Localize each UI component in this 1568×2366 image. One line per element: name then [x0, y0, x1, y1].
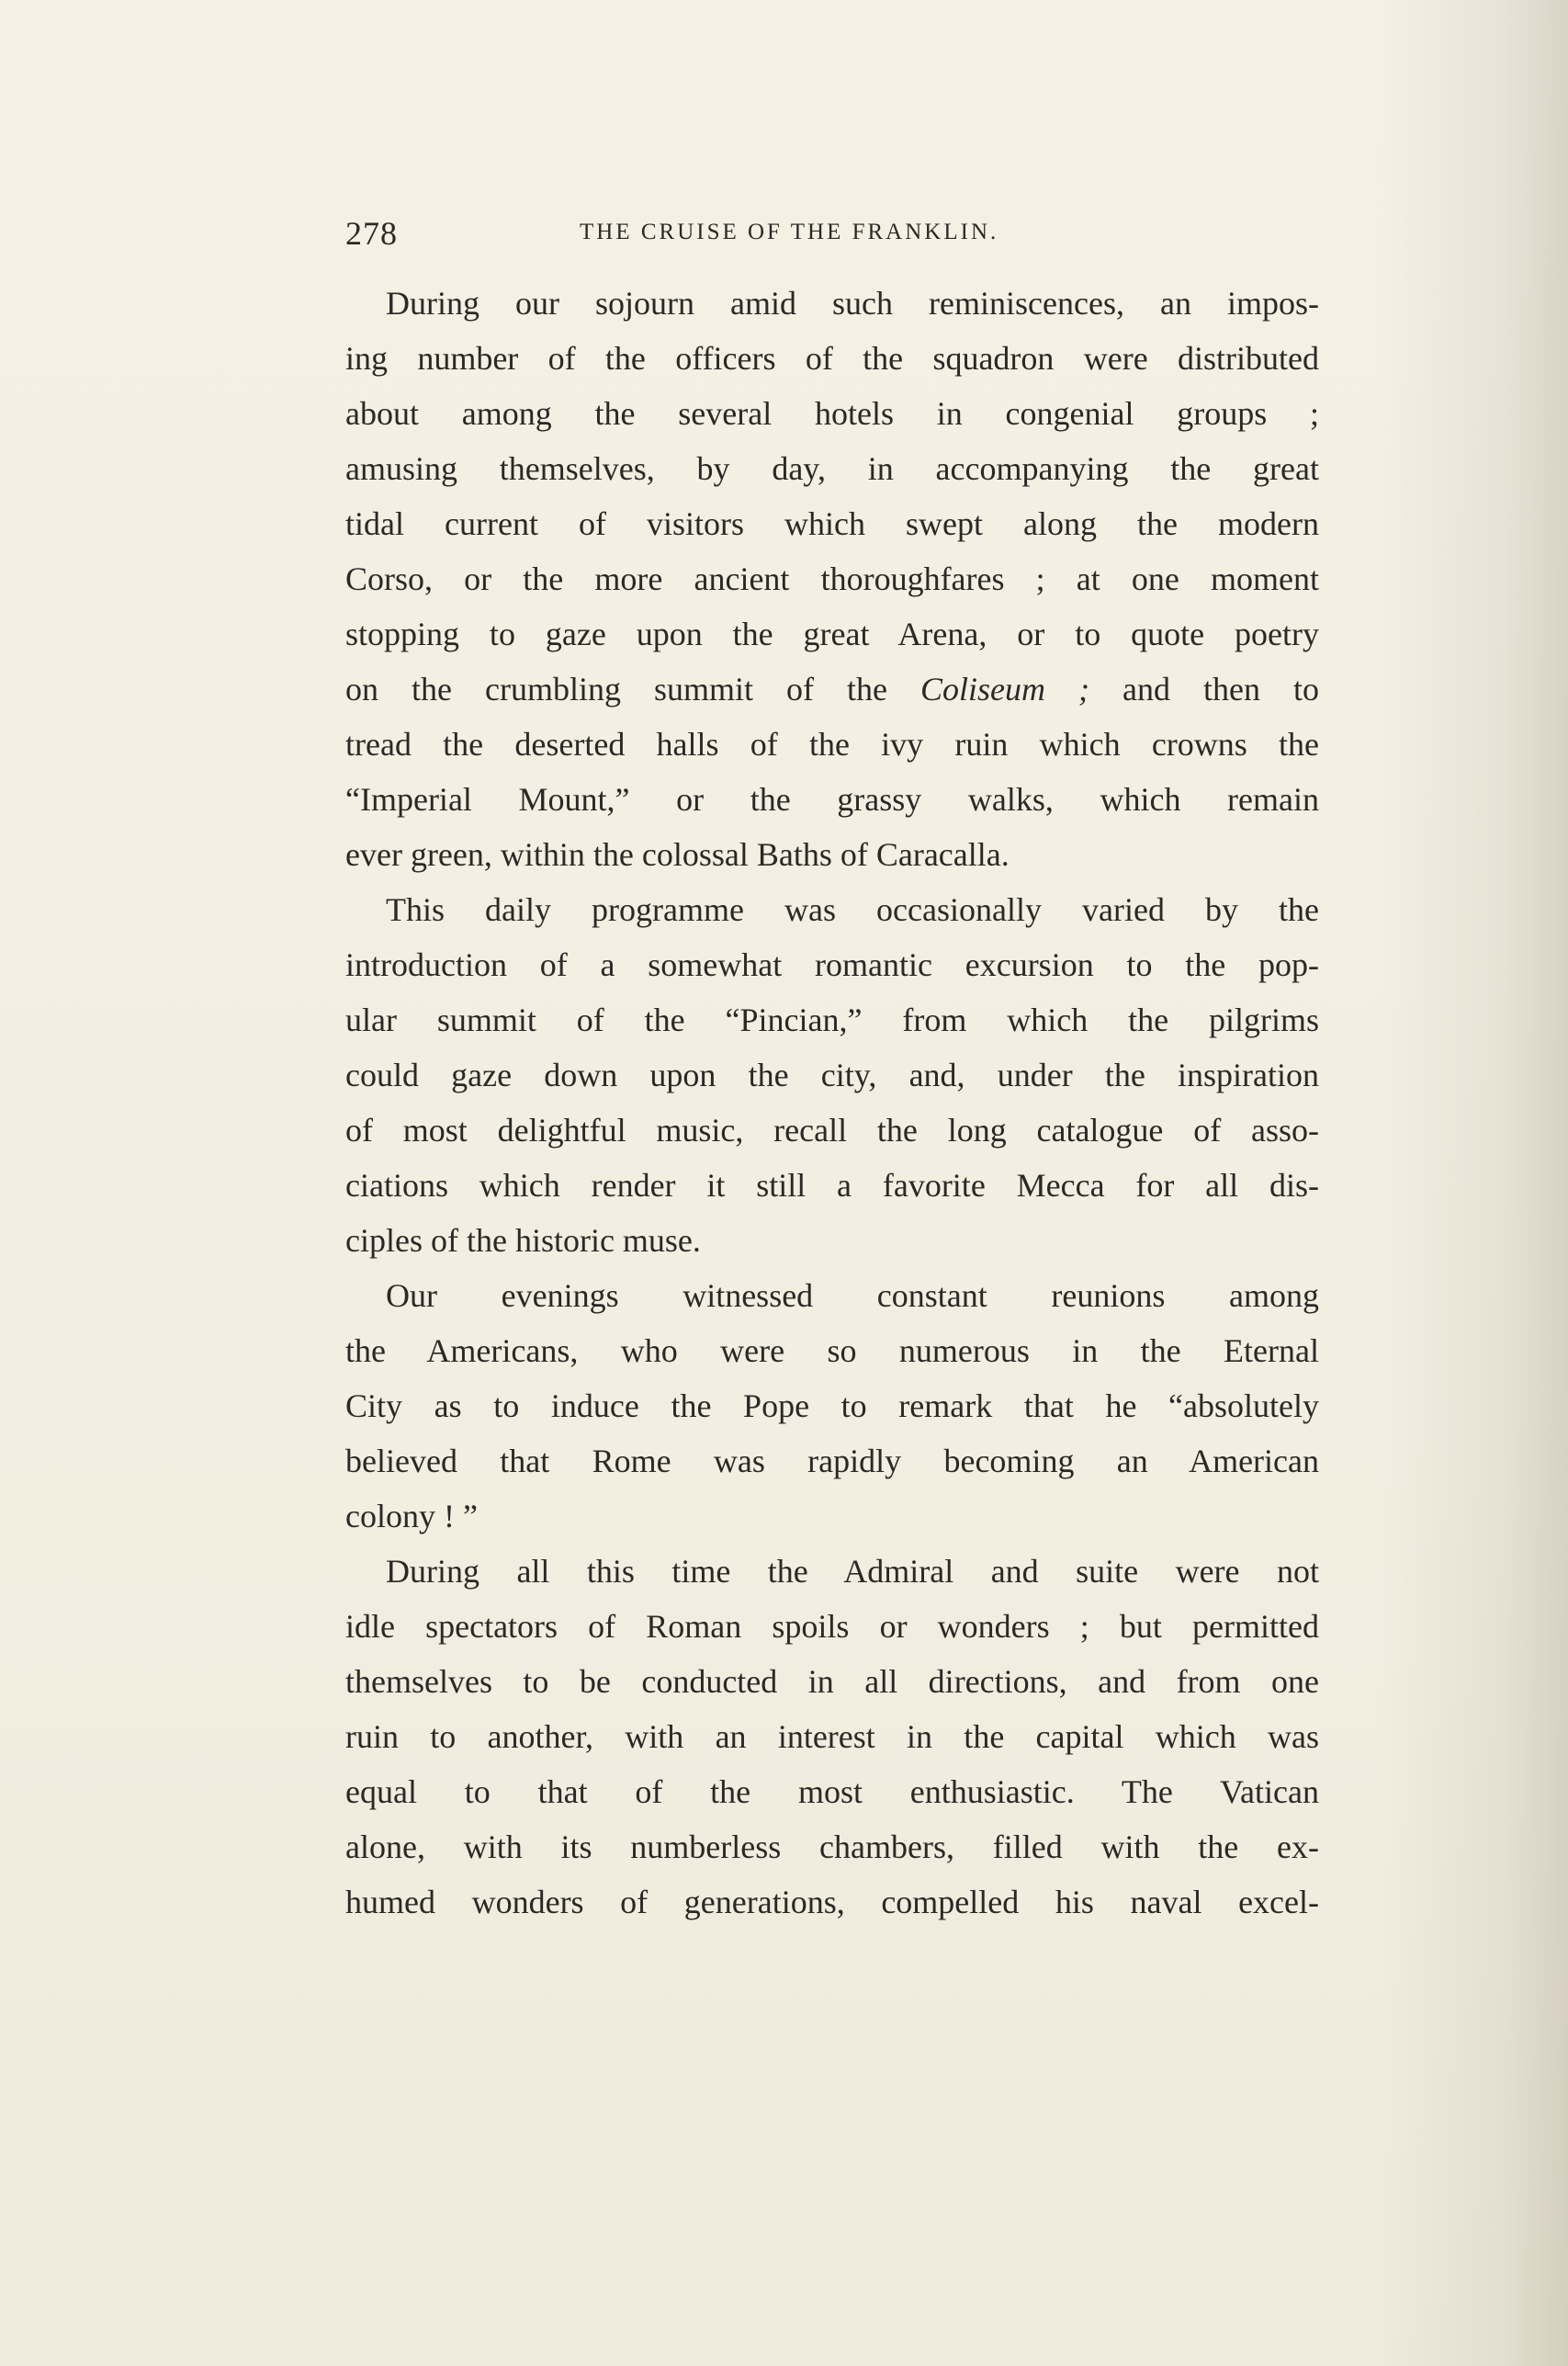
body-text	[345, 276, 1319, 1930]
text-line: humed wonders of generations, compelled his naval excel-	[345, 1884, 1319, 1920]
text-line: Corso, or the more ancient thoroughfares ; at one moment	[345, 560, 1319, 597]
text-line-with-italic	[345, 662, 1319, 717]
text-line: City as to induce the Pope to remark that he “absolutely	[345, 1387, 1319, 1424]
text-line: amusing themselves, by day, in accompanying the great	[345, 450, 1319, 487]
text-line: tidal current of visitors which swept along the modern	[345, 505, 1319, 542]
italic-word: Coliseum ;	[920, 671, 1089, 708]
text-line: themselves to be conducted in all directions, and from one	[345, 1663, 1319, 1700]
text-line: idle spectators of Roman spoils or wonders ; but permitted	[345, 1608, 1319, 1645]
page-number: 278	[345, 215, 398, 252]
text-line: During all this time the Admiral and suite were not	[386, 1553, 1319, 1590]
text-line: ing number of the officers of the squadron were distributed	[345, 340, 1319, 377]
text-line: This daily programme was occasionally varied by the	[386, 891, 1319, 928]
text-line: could gaze down upon the city, and, under the inspiration	[345, 1057, 1319, 1093]
text-line: Our evenings witnessed constant reunions among	[386, 1277, 1319, 1314]
text-line: the Americans, who were so numerous in the Eternal	[345, 1332, 1319, 1369]
text-line: alone, with its numberless chambers, filled with the ex-	[345, 1828, 1319, 1865]
text-line: ever green, within the colossal Baths of Caracalla.	[345, 836, 1010, 873]
text-line: introduction of a somewhat romantic excursion to the pop-	[345, 946, 1319, 983]
text-line: “Imperial Mount,” or the grassy walks, which remain	[345, 781, 1319, 818]
text-line: ciations which render it still a favorite Mecca for all dis-	[345, 1167, 1319, 1204]
text-line: ular summit of the “Pincian,” from which the pilgrims	[345, 1002, 1319, 1038]
text-line: equal to that of the most enthusiastic. The Vatican	[345, 1773, 1319, 1810]
running-head	[345, 214, 1319, 251]
running-title: THE CRUISE OF THE FRANKLIN.	[580, 220, 999, 244]
text-line: colony ! ”	[345, 1498, 478, 1534]
text-line: ruin to another, with an interest in the capital which was	[345, 1718, 1319, 1755]
text-line: During our sojourn amid such reminiscences, an impos-	[386, 285, 1319, 322]
text-line: tread the deserted halls of the ivy ruin which crowns the	[345, 726, 1319, 763]
text-line: believed that Rome was rapidly becoming an American	[345, 1443, 1319, 1479]
text-line: of most delightful music, recall the long catalogue of asso-	[345, 1112, 1319, 1149]
text-line: ciples of the historic muse.	[345, 1222, 701, 1259]
text-segment: on the crumbling summit of the	[345, 671, 920, 708]
text-line: about among the several hotels in congenial groups ;	[345, 395, 1319, 432]
text-line: stopping to gaze upon the great Arena, or to quote poetry	[345, 616, 1319, 652]
text-segment: and then to	[1089, 671, 1319, 708]
